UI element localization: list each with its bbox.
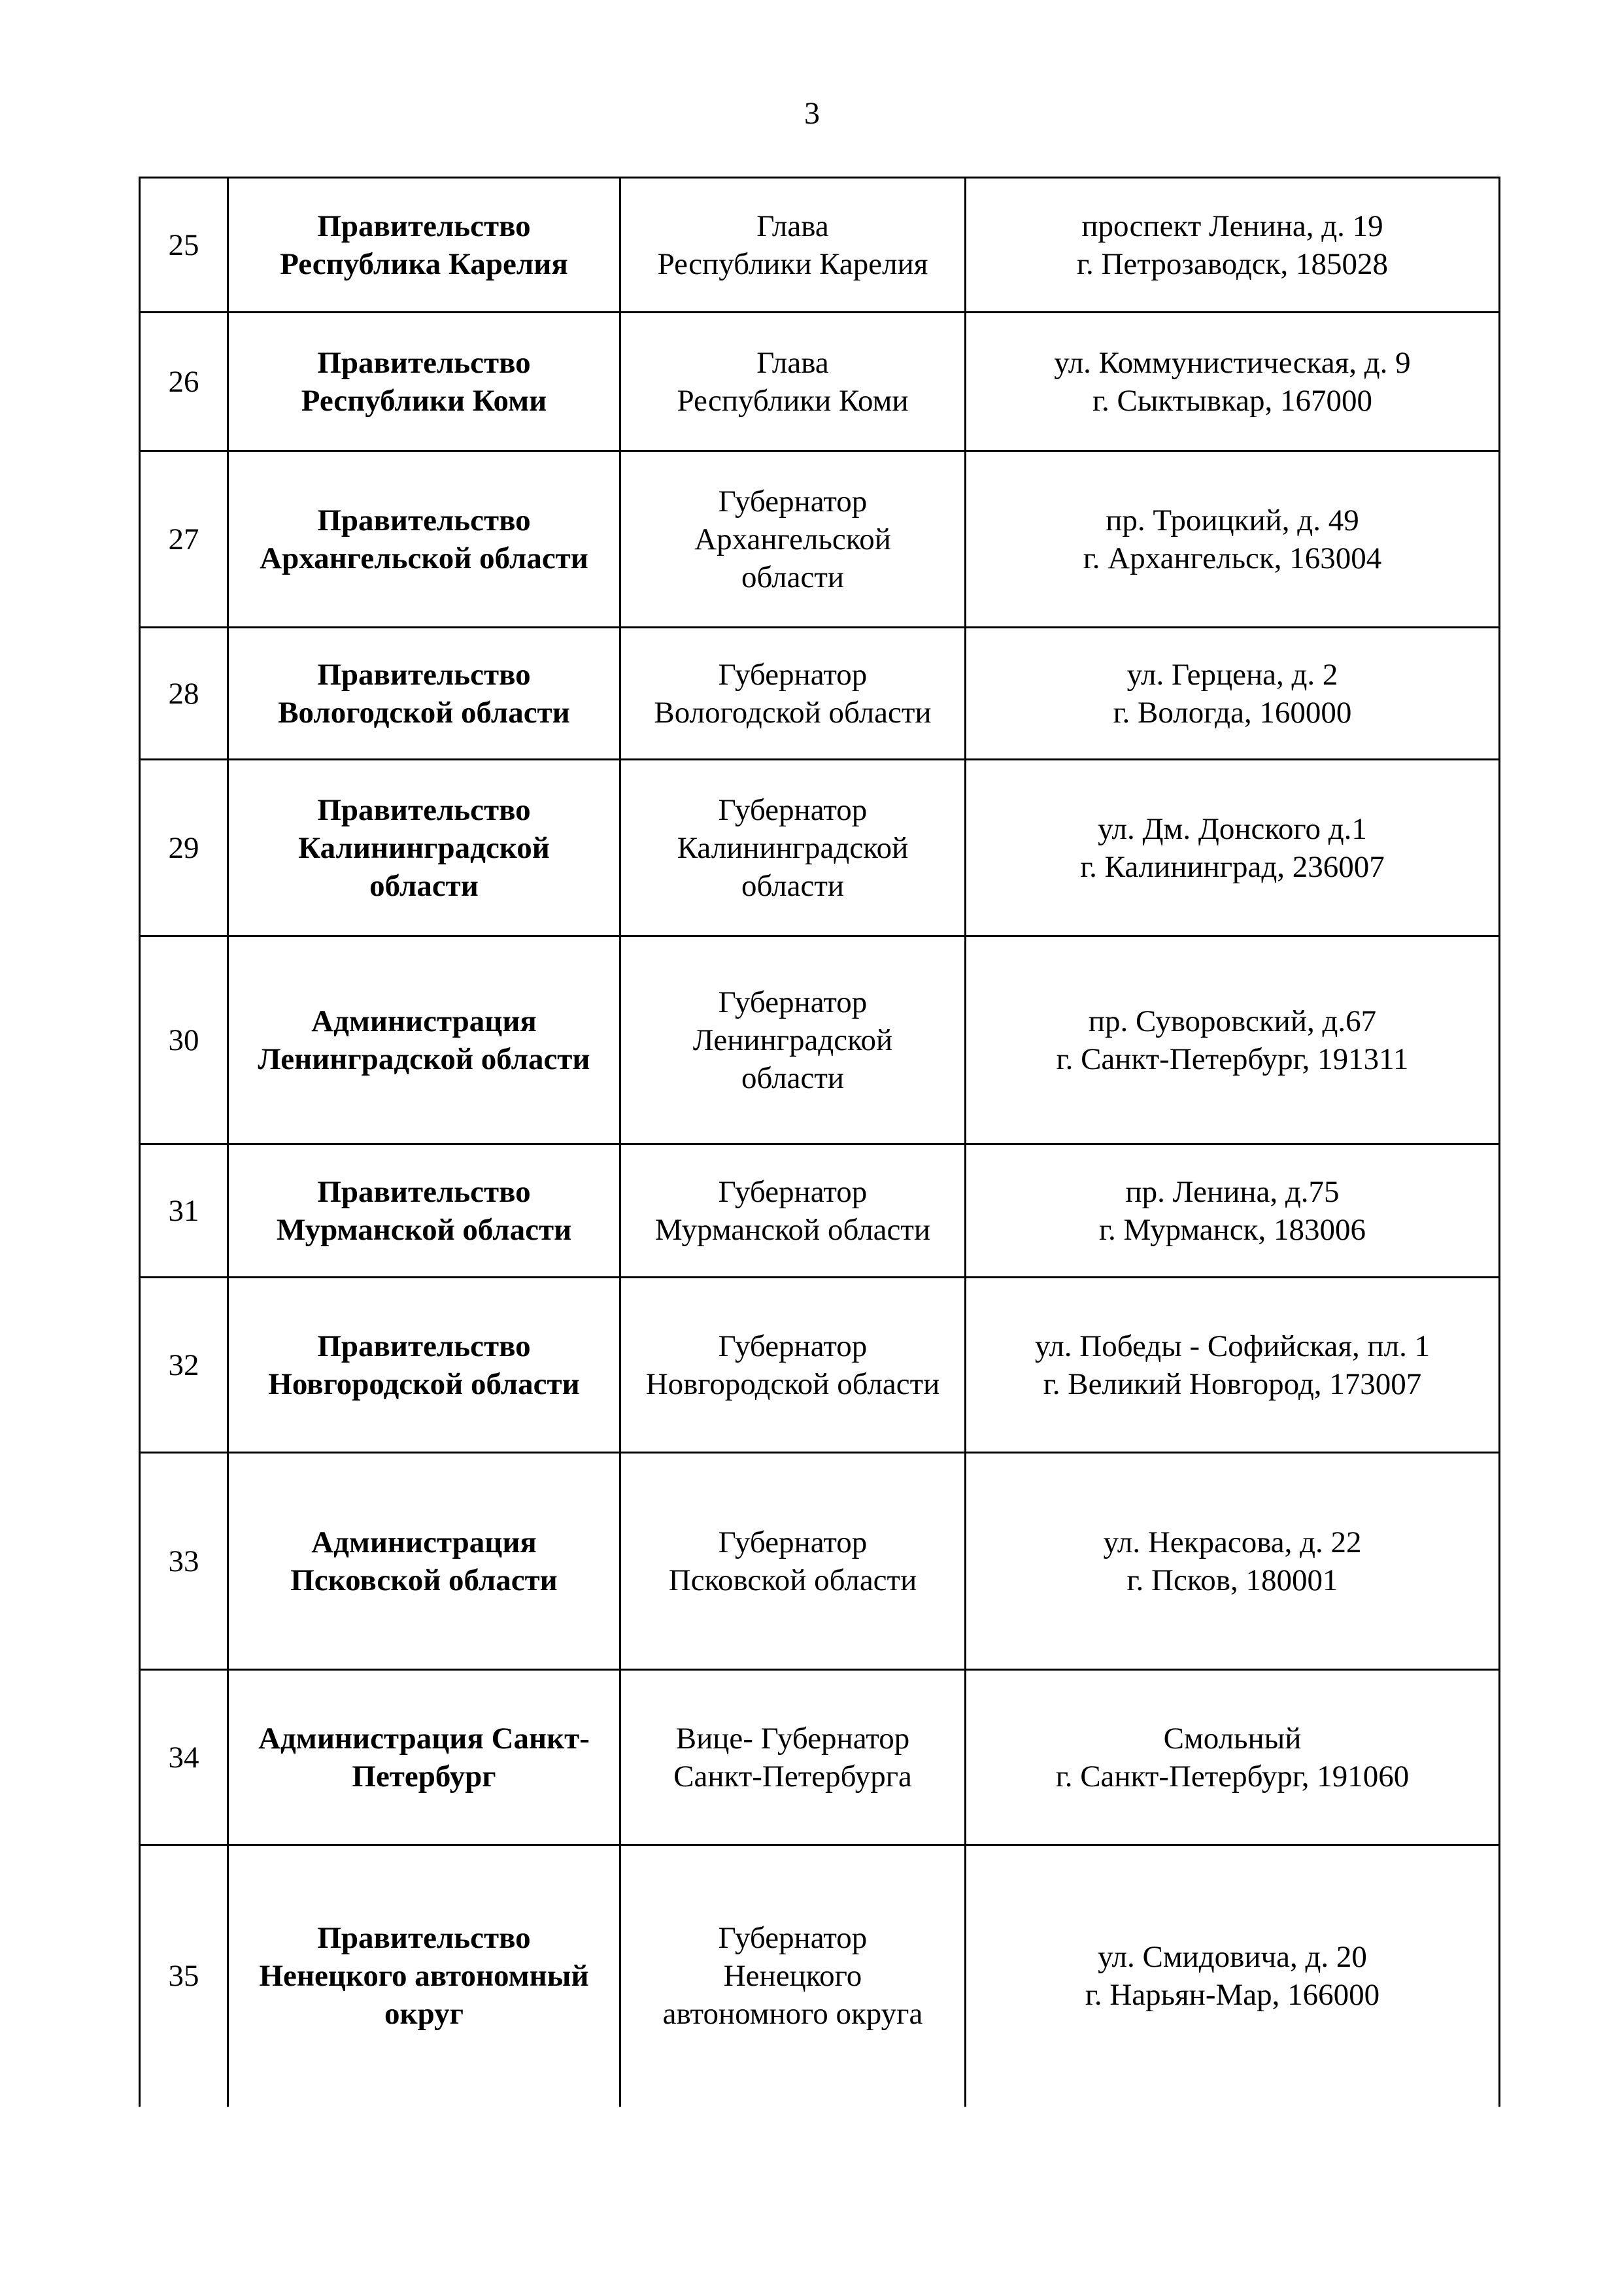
head-title-cell	[620, 451, 966, 628]
head-title-line: Губернатор	[718, 1329, 868, 1363]
organization-cell	[228, 178, 620, 313]
head-title-line: Санкт-Петербурга	[673, 1759, 912, 1794]
head-title-line: Губернатор	[718, 484, 868, 518]
organization-line: Правительство	[317, 1329, 531, 1363]
contacts-table	[139, 177, 1500, 2107]
address-cell	[966, 451, 1500, 628]
page-number: 3	[804, 96, 820, 131]
organization-line: Администрация	[311, 1525, 537, 1559]
organization-cell	[228, 936, 620, 1144]
organization-line: Республики Коми	[301, 383, 547, 418]
organization-line: Администрация	[311, 1004, 537, 1038]
head-title-line: области	[741, 560, 845, 594]
head-title-line: Губернатор	[718, 1525, 868, 1559]
organization-line: Правительство	[317, 209, 531, 243]
head-title-line: Республики Коми	[677, 383, 909, 418]
address-line: г. Санкт-Петербург, 191311	[1056, 1042, 1409, 1076]
address-cell	[966, 628, 1500, 760]
head-title-line: Калининградской	[677, 830, 909, 865]
organization-line: Калининградской	[298, 830, 550, 865]
head-title-line: Архангельской	[694, 522, 891, 556]
organization-line: Правительство	[317, 1174, 531, 1209]
address-cell	[966, 936, 1500, 1144]
table-row	[140, 451, 1500, 628]
address-line: г. Вологда, 160000	[1113, 695, 1352, 730]
table-row	[140, 313, 1500, 451]
organization-cell	[228, 628, 620, 760]
row-number: 27	[140, 451, 228, 628]
address-line: г. Сыктывкар, 167000	[1092, 383, 1372, 418]
table-row	[140, 936, 1500, 1144]
head-title-line: Глава	[756, 209, 829, 243]
address-cell	[966, 1278, 1500, 1453]
table-body	[140, 178, 1500, 2107]
organization-line: Вологодской области	[278, 695, 570, 730]
address-line: г. Мурманск, 183006	[1098, 1212, 1366, 1247]
head-title-cell	[620, 1845, 966, 2107]
organization-cell	[228, 1144, 620, 1278]
table-row	[140, 628, 1500, 760]
address-line: пр. Ленина, д.75	[1125, 1174, 1340, 1209]
head-title-line: Губернатор	[718, 792, 868, 827]
address-line: ул. Смидовича, д. 20	[1098, 1940, 1367, 1975]
organization-line: Архангельской области	[260, 541, 588, 575]
head-title-cell	[620, 760, 966, 936]
address-cell	[966, 1453, 1500, 1670]
address-line: пр. Троицкий, д. 49	[1106, 503, 1359, 537]
organization-line: Правительство	[317, 792, 531, 827]
organization-line: округ	[384, 1997, 464, 2032]
organization-line: Правительство	[317, 503, 531, 537]
address-line: г. Архангельск, 163004	[1083, 541, 1382, 575]
table-row	[140, 1144, 1500, 1278]
row-number: 32	[140, 1278, 228, 1453]
address-line: ул. Герцена, д. 2	[1126, 657, 1338, 692]
organization-cell	[228, 1845, 620, 2107]
row-number: 33	[140, 1453, 228, 1670]
address-line: г. Нарьян-Мар, 166000	[1085, 1978, 1380, 2013]
head-title-line: Вице- Губернатор	[675, 1721, 910, 1756]
address-cell	[966, 313, 1500, 451]
organization-line: Ленинградской области	[258, 1042, 590, 1076]
address-cell	[966, 1144, 1500, 1278]
table-row	[140, 1453, 1500, 1670]
address-line: г. Великий Новгород, 173007	[1043, 1367, 1422, 1401]
address-line: ул. Коммунистическая, д. 9	[1054, 345, 1411, 380]
organization-line: Правительство	[317, 1921, 531, 1956]
row-number: 26	[140, 313, 228, 451]
organization-line: Новгородской области	[268, 1367, 580, 1401]
head-title-line: Псковской области	[668, 1563, 917, 1597]
head-title-cell	[620, 628, 966, 760]
head-title-line: Ненецкого	[723, 1959, 862, 1994]
organization-line: Правительство	[317, 345, 531, 380]
organization-line: области	[369, 868, 479, 903]
address-cell	[966, 178, 1500, 313]
head-title-cell	[620, 1144, 966, 1278]
address-line: Смольный	[1163, 1721, 1302, 1756]
head-title-line: области	[741, 1061, 845, 1095]
head-title-line: Новгородской области	[645, 1367, 940, 1401]
table-row	[140, 1278, 1500, 1453]
address-line: ул. Некрасова, д. 22	[1103, 1525, 1362, 1559]
address-line: проспект Ленина, д. 19	[1081, 209, 1383, 243]
address-line: г. Калининград, 236007	[1080, 849, 1385, 884]
head-title-line: Глава	[756, 345, 829, 380]
organization-cell	[228, 760, 620, 936]
organization-line: Администрация Санкт-	[258, 1721, 590, 1756]
head-title-line: Республики Карелия	[657, 246, 928, 281]
head-title-line: автономного округа	[662, 1997, 923, 2032]
organization-line: Республика Карелия	[280, 246, 568, 281]
row-number: 30	[140, 936, 228, 1144]
table-row	[140, 1670, 1500, 1845]
head-title-cell	[620, 178, 966, 313]
organization-line: Мурманской области	[276, 1212, 572, 1247]
head-title-line: Губернатор	[718, 1921, 868, 1956]
organization-cell	[228, 1453, 620, 1670]
table-row	[140, 1845, 1500, 2107]
address-line: пр. Суворовский, д.67	[1088, 1004, 1377, 1038]
head-title-cell	[620, 1453, 966, 1670]
address-line: г. Петрозаводск, 185028	[1077, 246, 1388, 281]
head-title-cell	[620, 1670, 966, 1845]
row-number: 35	[140, 1845, 228, 2107]
row-number: 29	[140, 760, 228, 936]
head-title-line: Ленинградской	[692, 1023, 893, 1057]
address-line: ул. Победы - Софийская, пл. 1	[1034, 1329, 1430, 1363]
address-cell	[966, 1670, 1500, 1845]
row-number: 28	[140, 628, 228, 760]
row-number: 31	[140, 1144, 228, 1278]
organization-cell	[228, 1670, 620, 1845]
organization-line: Правительство	[317, 657, 531, 692]
row-number: 25	[140, 178, 228, 313]
organization-cell	[228, 1278, 620, 1453]
row-number: 34	[140, 1670, 228, 1845]
head-title-line: Губернатор	[718, 985, 868, 1019]
organization-cell	[228, 451, 620, 628]
organization-cell	[228, 313, 620, 451]
address-line: ул. Дм. Донского д.1	[1098, 811, 1367, 846]
table-row	[140, 760, 1500, 936]
head-title-line: области	[741, 868, 845, 903]
address-cell	[966, 1845, 1500, 2107]
table-row	[140, 178, 1500, 313]
head-title-cell	[620, 936, 966, 1144]
head-title-cell	[620, 313, 966, 451]
head-title-line: Губернатор	[718, 1174, 868, 1209]
head-title-line: Вологодской области	[654, 695, 932, 730]
head-title-line: Губернатор	[718, 657, 868, 692]
head-title-line: Мурманской области	[654, 1212, 931, 1247]
organization-line: Псковской области	[290, 1563, 558, 1597]
address-line: г. Санкт-Петербург, 191060	[1055, 1759, 1410, 1794]
organization-line: Петербург	[352, 1759, 496, 1794]
address-cell	[966, 760, 1500, 936]
head-title-cell	[620, 1278, 966, 1453]
organization-line: Ненецкого автономный	[259, 1959, 589, 1994]
address-line: г. Псков, 180001	[1126, 1563, 1338, 1597]
